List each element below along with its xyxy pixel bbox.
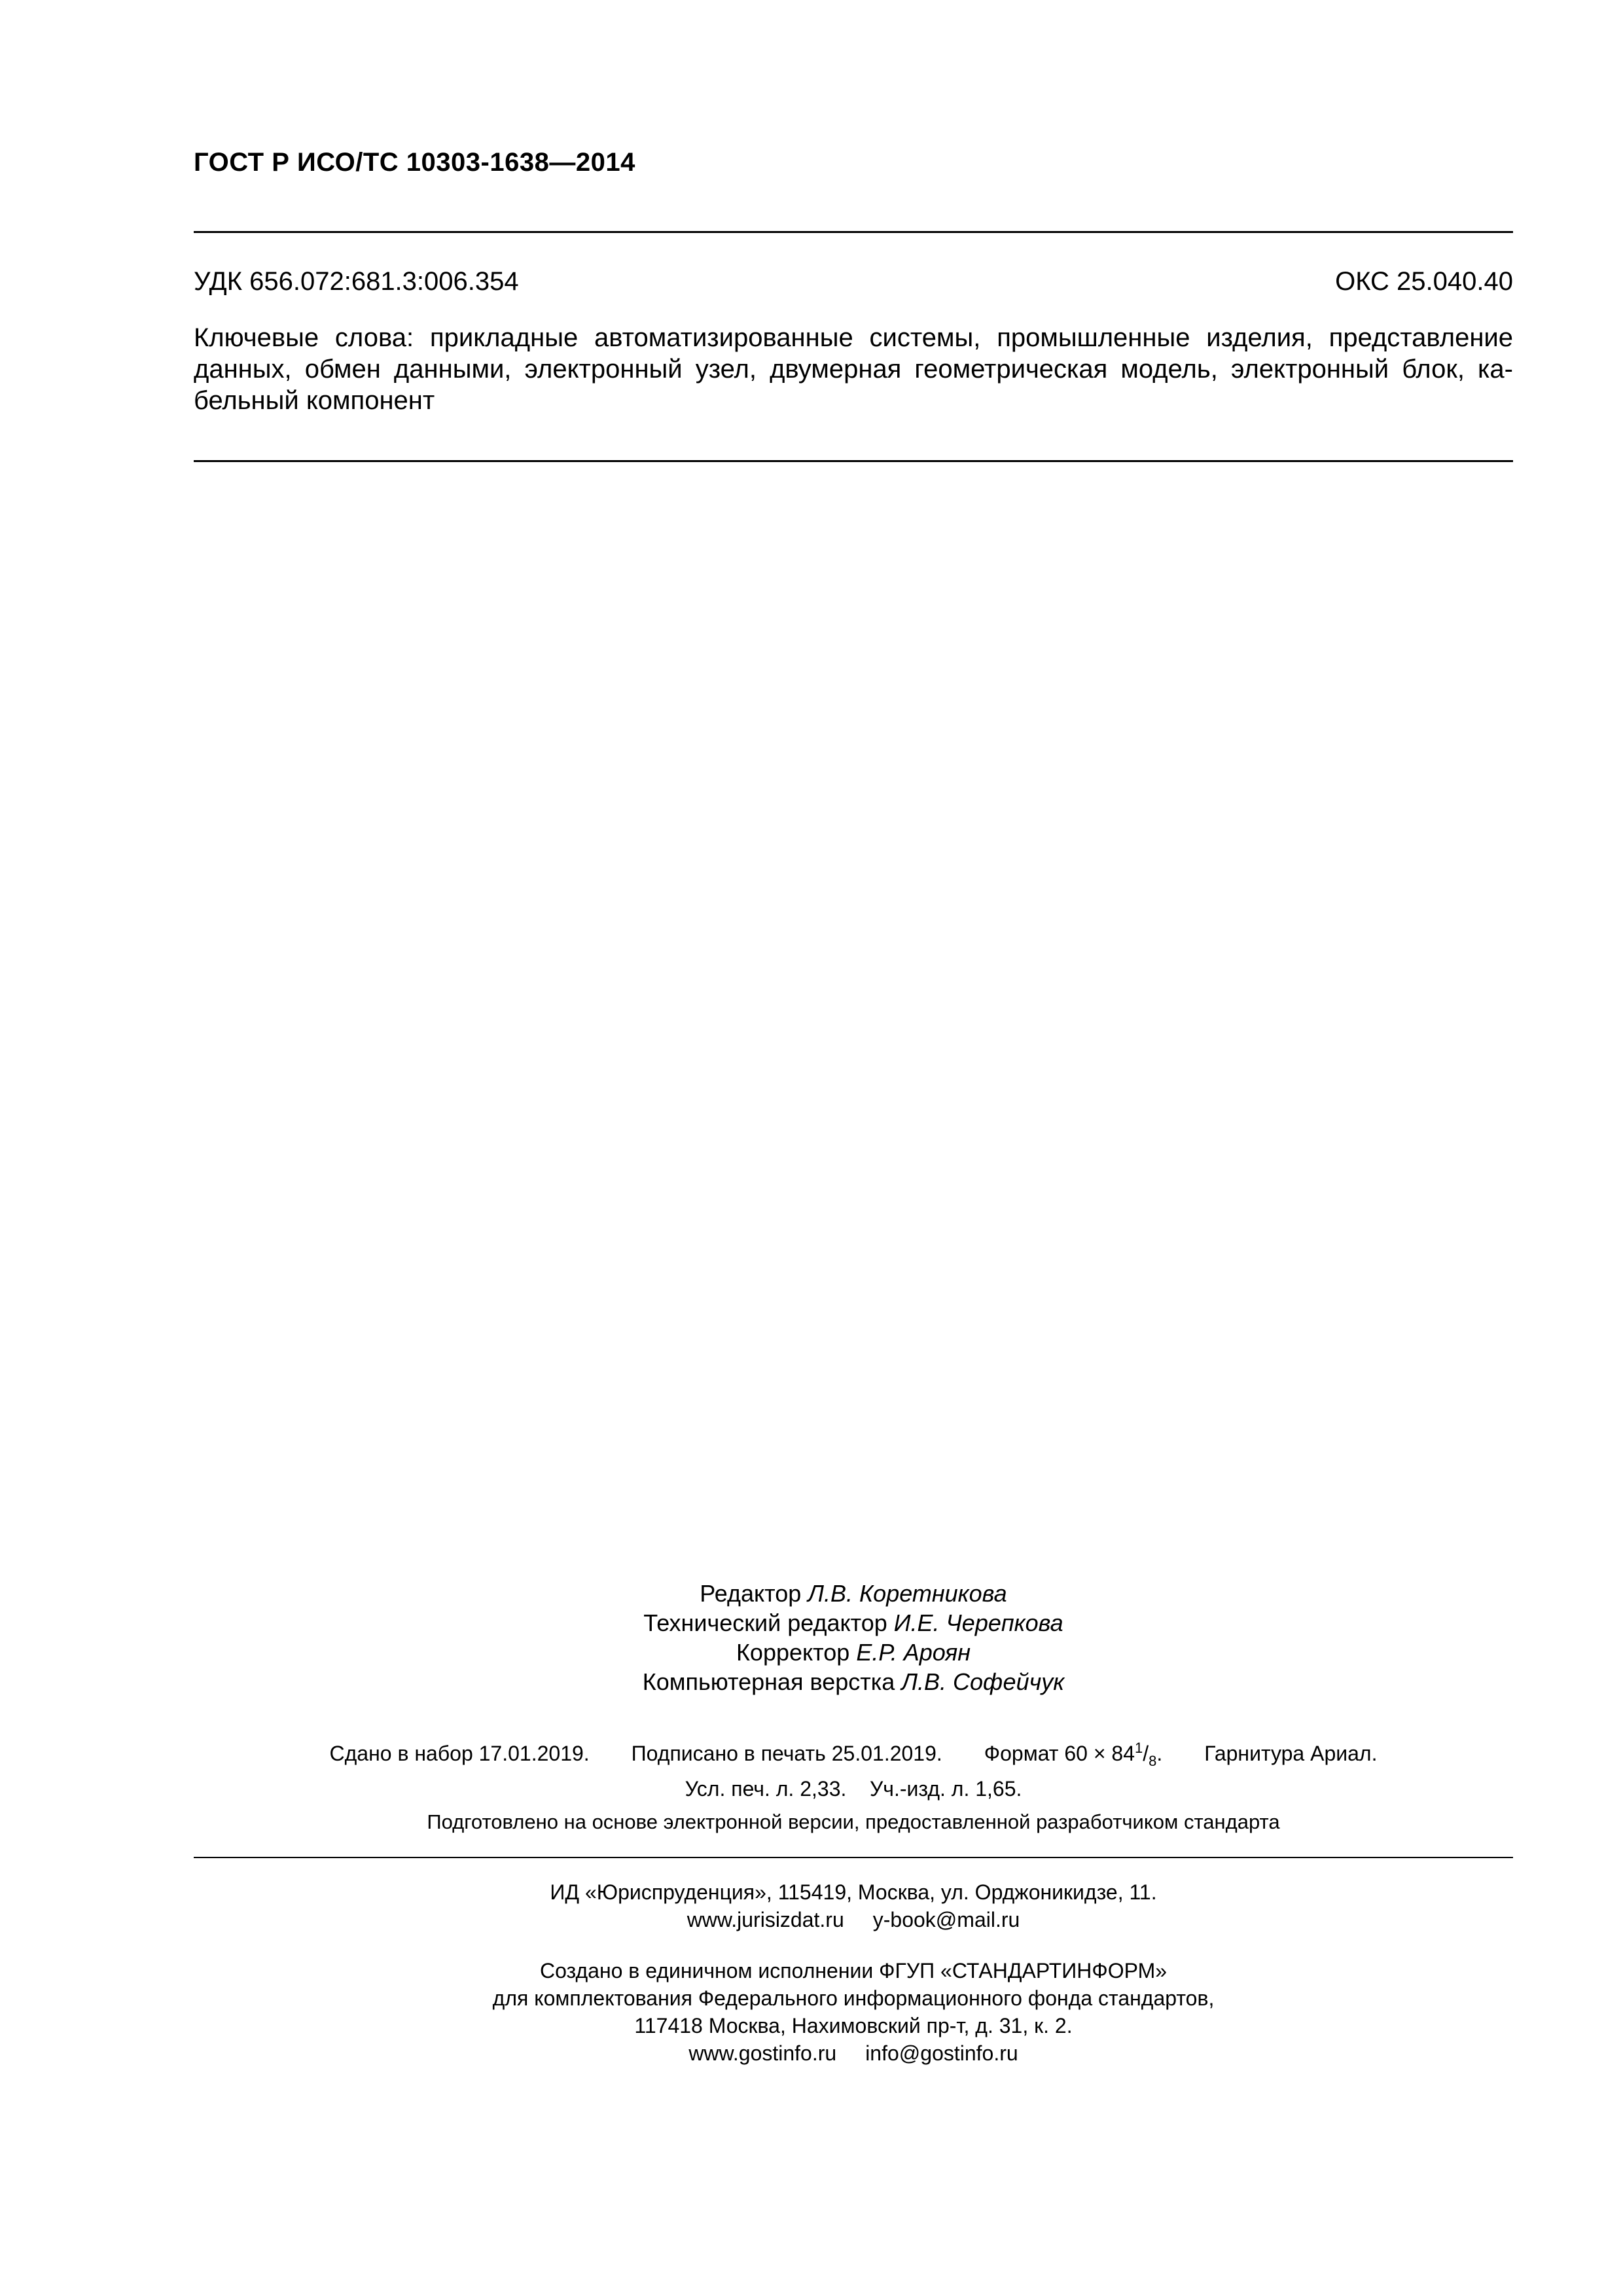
- produced-by-block: [194, 1957, 1513, 2067]
- produced-contacts: [194, 2039, 1513, 2067]
- print-info-line-1: [194, 1734, 1513, 1775]
- credit-name: Л.В. Софейчук: [901, 1668, 1065, 1695]
- credit-proofreader: [194, 1638, 1513, 1667]
- credit-role: Компьютерная верстка: [642, 1668, 895, 1695]
- udk-code: УДК 656.072:681.3:006.354: [194, 267, 519, 296]
- publisher-email-link[interactable]: y-book@mail.ru: [872, 1908, 1020, 1931]
- prepared-note: Подготовлено на основе электронной версии, предоставленной разработчиком стандарта: [427, 1810, 1280, 1833]
- print-info-line-2: [194, 1775, 1513, 1803]
- credit-role: Редактор: [700, 1580, 802, 1607]
- produced-line-3: 117418 Москва, Нахимовский пр-т, д. 31, к. 2.: [634, 2014, 1073, 2037]
- produced-line-2: для комплектования Федерального информационного фонда стандартов,: [492, 1986, 1215, 2010]
- typeface: Гарнитура Ариал.: [1204, 1742, 1378, 1765]
- publisher-address: ИД «Юриспруденция», 115419, Москва, ул. Орджоникидзе, 11.: [550, 1880, 1157, 1904]
- credit-name: Е.Р. Ароян: [856, 1639, 971, 1666]
- gostinfo-email-link[interactable]: info@gostinfo.ru: [865, 2041, 1018, 2065]
- print-info: [194, 1734, 1513, 1803]
- publishing-sheets: Уч.-изд. л. 1,65.: [869, 1777, 1022, 1801]
- typeset-date: Сдано в набор 17.01.2019.: [329, 1742, 590, 1765]
- credit-name: И.Е. Черепкова: [893, 1609, 1063, 1636]
- classification-row: [194, 267, 1513, 296]
- publisher-website-link[interactable]: www.jurisizdat.ru: [687, 1908, 844, 1931]
- gostinfo-website-link[interactable]: www.gostinfo.ru: [688, 2041, 837, 2065]
- credit-editor: [194, 1579, 1513, 1608]
- footer-divider: [194, 1857, 1513, 1858]
- keywords-divider: [194, 460, 1513, 462]
- credit-name: Л.В. Коретникова: [808, 1580, 1007, 1607]
- top-divider: [194, 231, 1513, 233]
- produced-line-1: Создано в единичном исполнении ФГУП «СТАНДАРТИНФОРМ»: [539, 1959, 1168, 1982]
- credit-tech-editor: [194, 1608, 1513, 1638]
- publisher-block: [194, 1878, 1513, 1933]
- credits-block: [194, 1579, 1513, 1696]
- print-sheets: Усл. печ. л. 2,33.: [685, 1777, 847, 1801]
- standard-code-header: ГОСТ Р ИСО/ТС 10303-1638—2014: [194, 148, 635, 177]
- keywords-paragraph: Ключевые слова: прикладные автоматизированные системы, промышленные изделия, представление данных, обмен данными, электронный узел, двумерная геометрическая модель, электронный блок, ка-бельный компонент: [194, 323, 1513, 415]
- paper-format: Формат $60 \times 84^1/_8$.: [984, 1740, 1163, 1769]
- oks-code: ОКС 25.040.40: [1335, 267, 1513, 296]
- signed-date: Подписано в печать 25.01.2019.: [631, 1742, 942, 1765]
- credit-role: Корректор: [736, 1639, 850, 1666]
- credit-role: Технический редактор: [643, 1609, 887, 1636]
- publisher-contacts: [194, 1906, 1513, 1933]
- credit-layout: [194, 1667, 1513, 1696]
